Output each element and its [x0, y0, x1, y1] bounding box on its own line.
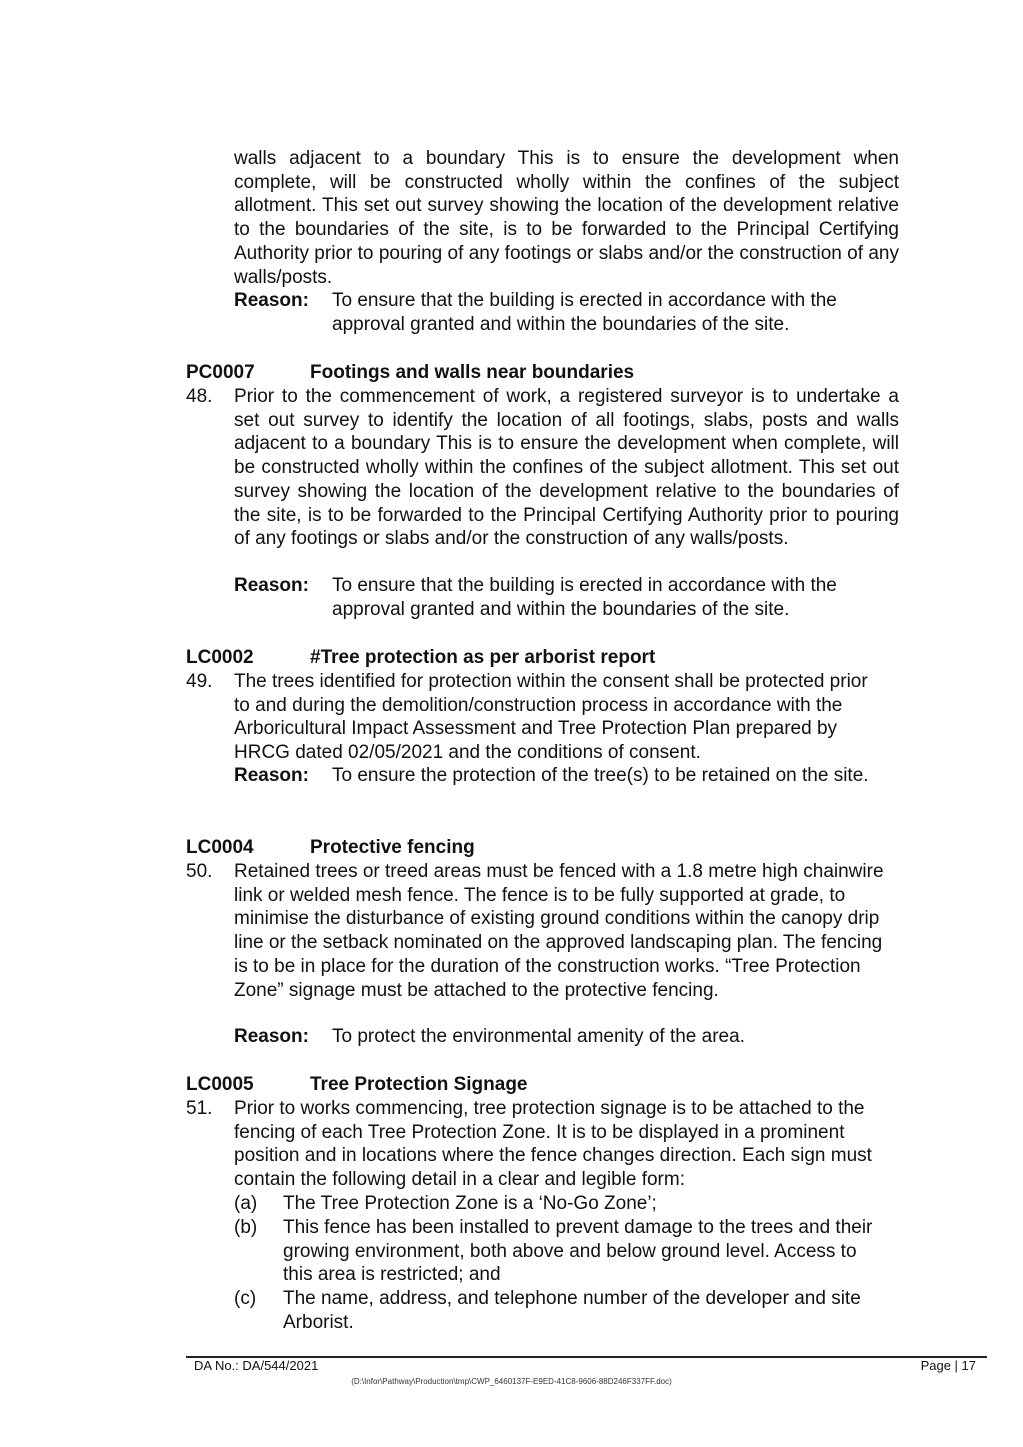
- condition-title: #Tree protection as per arborist report: [310, 647, 656, 668]
- condition-body: Retained trees or treed areas must be fenced with a 1.8 metre high chainwire link or welded mesh fence. The fence is to be fully supported at grade, to minimise the disturbance of existing ground conditions within the canopy drip line or the setback nominated on the approved landscaping plan. The fencing is to be in place for the duration of the construction works. “Tree Protection Zone” signage must be attached to the protective fencing.: [234, 861, 884, 1001]
- condition-number: 51.: [186, 1098, 213, 1119]
- reason-text: To ensure that the building is erected in accordance with the approval granted and within the boundaries of the site.: [332, 575, 837, 620]
- condition-number: 49.: [186, 671, 213, 692]
- condition-code: LC0004: [186, 837, 254, 858]
- condition-code: PC0007: [186, 362, 255, 383]
- condition-reason: [234, 574, 899, 621]
- condition-body: Prior to works commencing, tree protection signage is to be attached to the fencing of each Tree Protection Zone. It is to be displayed in a prominent position and in locations where the fence changes direction. Each sign must contain the following detail in a clear and legible form:: [234, 1098, 872, 1191]
- condition-title: Tree Protection Signage: [310, 1074, 528, 1095]
- condition-body: Prior to the commencement of work, a registered surveyor is to undertake a set out survey to identify the location of all footings, slabs, posts and walls adjacent to a boundary This is to ensure the development when complete, will be constructed wholly within the confines of the subject allotment. This set out survey showing the location of the development relative to the boundaries of the site, is to be forwarded to the Principal Certifying Authority prior to pouring of any footings or slabs and/or the construction of any walls/posts.: [234, 386, 899, 550]
- reason-text: To ensure the protection of the tree(s) to be retained on the site.: [332, 765, 869, 786]
- reason-text: To ensure that the building is erected in accordance with the approval granted and within the boundaries of the site.: [332, 290, 837, 335]
- condition-body: The trees identified for protection within the consent shall be protected prior to and during the demolition/construction process in accordance with the Arboricultural Impact Assessment and Tree Protection Plan prepared by HRCG dated 02/05/2021 and the conditions of consent.: [234, 671, 868, 764]
- list-item: [234, 1192, 874, 1216]
- condition-code: LC0005: [186, 1074, 254, 1095]
- list-item-letter: (b): [234, 1217, 258, 1238]
- condition-reason: [234, 1025, 899, 1049]
- reason-label: Reason:: [234, 1026, 309, 1047]
- footer-page-number: Page | 17: [920, 1358, 976, 1373]
- list-item: [234, 1287, 874, 1334]
- list-item-text: The name, address, and telephone number of the developer and site Arborist.: [283, 1288, 861, 1333]
- continuation-reason: [234, 289, 899, 336]
- condition-number: 48.: [186, 386, 213, 407]
- condition-number: 50.: [186, 861, 213, 882]
- condition-code: LC0002: [186, 647, 254, 668]
- continuation-body: walls adjacent to a boundary This is to ensure the development when complete, will be constructed wholly within the confines of the subject allotment. This set out survey showing the location of the development relative to the boundaries of the site, is to be forwarded to the Principal Certifying Authority prior to pouring of any footings or slabs and/or the construction of any walls/posts.: [234, 148, 899, 288]
- footer-da-number: DA No.: DA/544/2021: [194, 1358, 319, 1373]
- reason-label: Reason:: [234, 575, 309, 596]
- list-item-text: This fence has been installed to prevent damage to the trees and their growing environment, both above and below ground level. Access to this area is restricted; and: [283, 1217, 873, 1286]
- list-item-text: The Tree Protection Zone is a ‘No-Go Zone’;: [283, 1193, 657, 1214]
- condition-title: Protective fencing: [310, 837, 475, 858]
- list-item: [234, 1216, 874, 1287]
- list-item-letter: (c): [234, 1288, 257, 1309]
- footer-file-path: (D:\Infor\Pathway\Production\tmp\CWP_6460137F-E9ED-41C8-9606-88D246F337FF.doc): [351, 1377, 672, 1386]
- list-item-letter: (a): [234, 1193, 258, 1214]
- reason-label: Reason:: [234, 765, 309, 786]
- reason-text: To protect the environmental amenity of the area.: [332, 1026, 745, 1047]
- reason-label: Reason:: [234, 290, 309, 311]
- condition-title: Footings and walls near boundaries: [310, 362, 635, 383]
- condition-reason: [234, 764, 884, 788]
